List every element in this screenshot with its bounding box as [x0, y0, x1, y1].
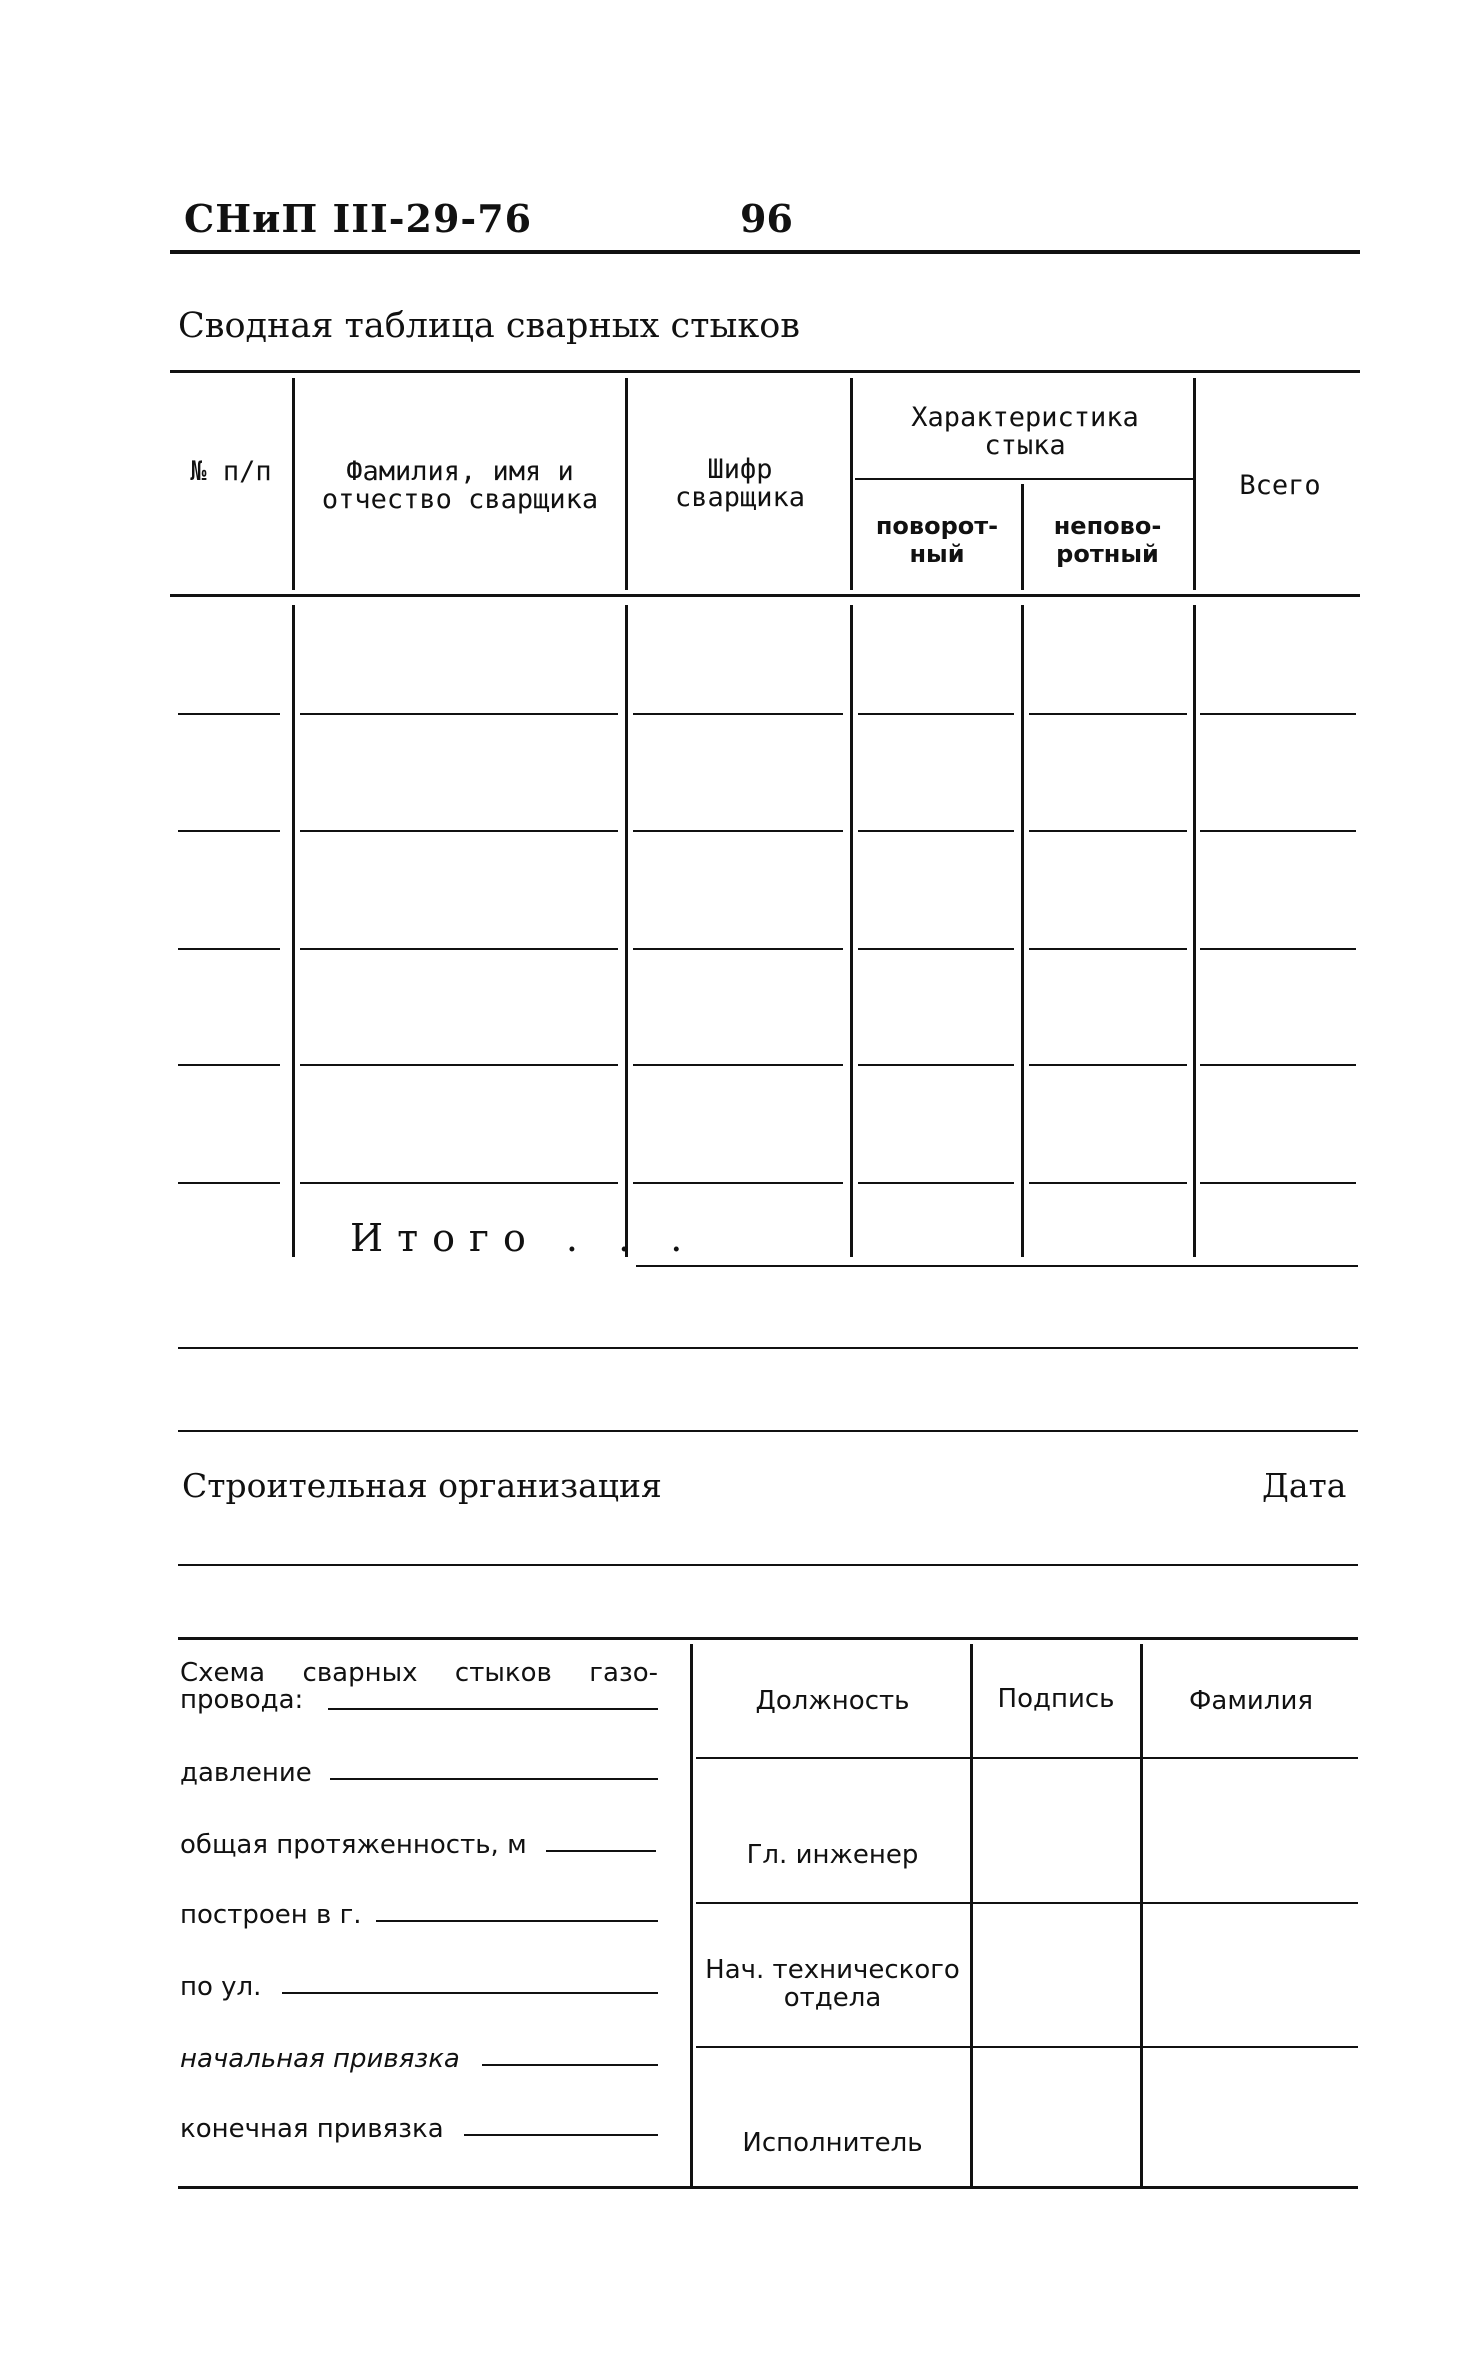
pressure-label: давление: [180, 1758, 312, 1788]
col-characteristic: Характеристика стыка: [911, 402, 1139, 461]
length-field[interactable]: [546, 1850, 656, 1852]
street-label: по ул.: [180, 1972, 262, 2002]
table-header-rule: [170, 594, 1360, 597]
header-vline: [1193, 378, 1196, 590]
header-vline: [1021, 484, 1024, 590]
organization-line[interactable]: [178, 1564, 1358, 1566]
characteristic-subrule: [855, 478, 1195, 480]
built-field[interactable]: [376, 1920, 658, 1922]
sig-row-rule: [696, 1757, 1358, 1759]
body-vline: [850, 605, 853, 1257]
start-ref-label: начальная привязка: [180, 2044, 460, 2074]
blank-line[interactable]: [178, 1430, 1358, 1432]
form-top-rule: [178, 1637, 1358, 1640]
total-rule: [636, 1265, 1358, 1267]
col-total: Всего: [1239, 470, 1321, 501]
col-code: Шифр сварщика: [674, 454, 806, 513]
col-rotary: поворотный: [875, 512, 999, 568]
built-label: построен в г.: [180, 1900, 362, 1930]
sig-vline: [690, 1644, 693, 2188]
sig-row-position: Нач. технического отдела: [705, 1955, 960, 2013]
date-label: Дата: [1262, 1466, 1347, 1505]
col-number: № п/п: [190, 456, 272, 487]
end-ref-field[interactable]: [464, 2134, 658, 2136]
pressure-field[interactable]: [330, 1778, 658, 1780]
scheme-title: Схема сварных стыков газопровода:: [180, 1658, 658, 1715]
page-number: 96: [740, 196, 793, 241]
col-position: Должность: [755, 1686, 910, 1716]
col-non-rotary: неповоротный: [1053, 512, 1162, 568]
start-ref-field[interactable]: [482, 2064, 658, 2066]
document-code: СНиП III-29-76: [184, 196, 533, 241]
header-vline: [625, 378, 628, 590]
table-title: Сводная таблица сварных стыков: [178, 306, 800, 346]
total-label: Итого . . .: [350, 1216, 697, 1260]
header-rule: [170, 250, 1360, 254]
end-ref-label: конечная привязка: [180, 2114, 444, 2144]
body-vline: [625, 605, 628, 1257]
scheme-line[interactable]: [328, 1708, 658, 1710]
header-vline: [850, 378, 853, 590]
col-signature: Подпись: [997, 1684, 1115, 1714]
sig-row-position: Гл. инженер: [746, 1840, 919, 1870]
body-vline: [1193, 605, 1196, 1257]
length-label: общая протяженность, м: [180, 1830, 527, 1860]
body-vline: [1021, 605, 1024, 1257]
street-field[interactable]: [282, 1992, 658, 1994]
sig-row-position: Исполнитель: [742, 2128, 923, 2158]
col-surname: Фамилия: [1189, 1686, 1313, 1716]
sig-row-rule: [696, 1902, 1358, 1904]
col-name: Фамилия, имя и отчество сварщика: [321, 456, 599, 515]
form-bottom-rule: [178, 2186, 1358, 2189]
body-vline: [292, 605, 295, 1257]
sig-row-rule: [696, 2046, 1358, 2048]
table-top-rule: [170, 370, 1360, 373]
header-vline: [292, 378, 295, 590]
organization-label: Строительная организация: [182, 1466, 662, 1505]
blank-line[interactable]: [178, 1347, 1358, 1349]
sig-vline: [1140, 1644, 1143, 2188]
sig-vline: [970, 1644, 973, 2188]
